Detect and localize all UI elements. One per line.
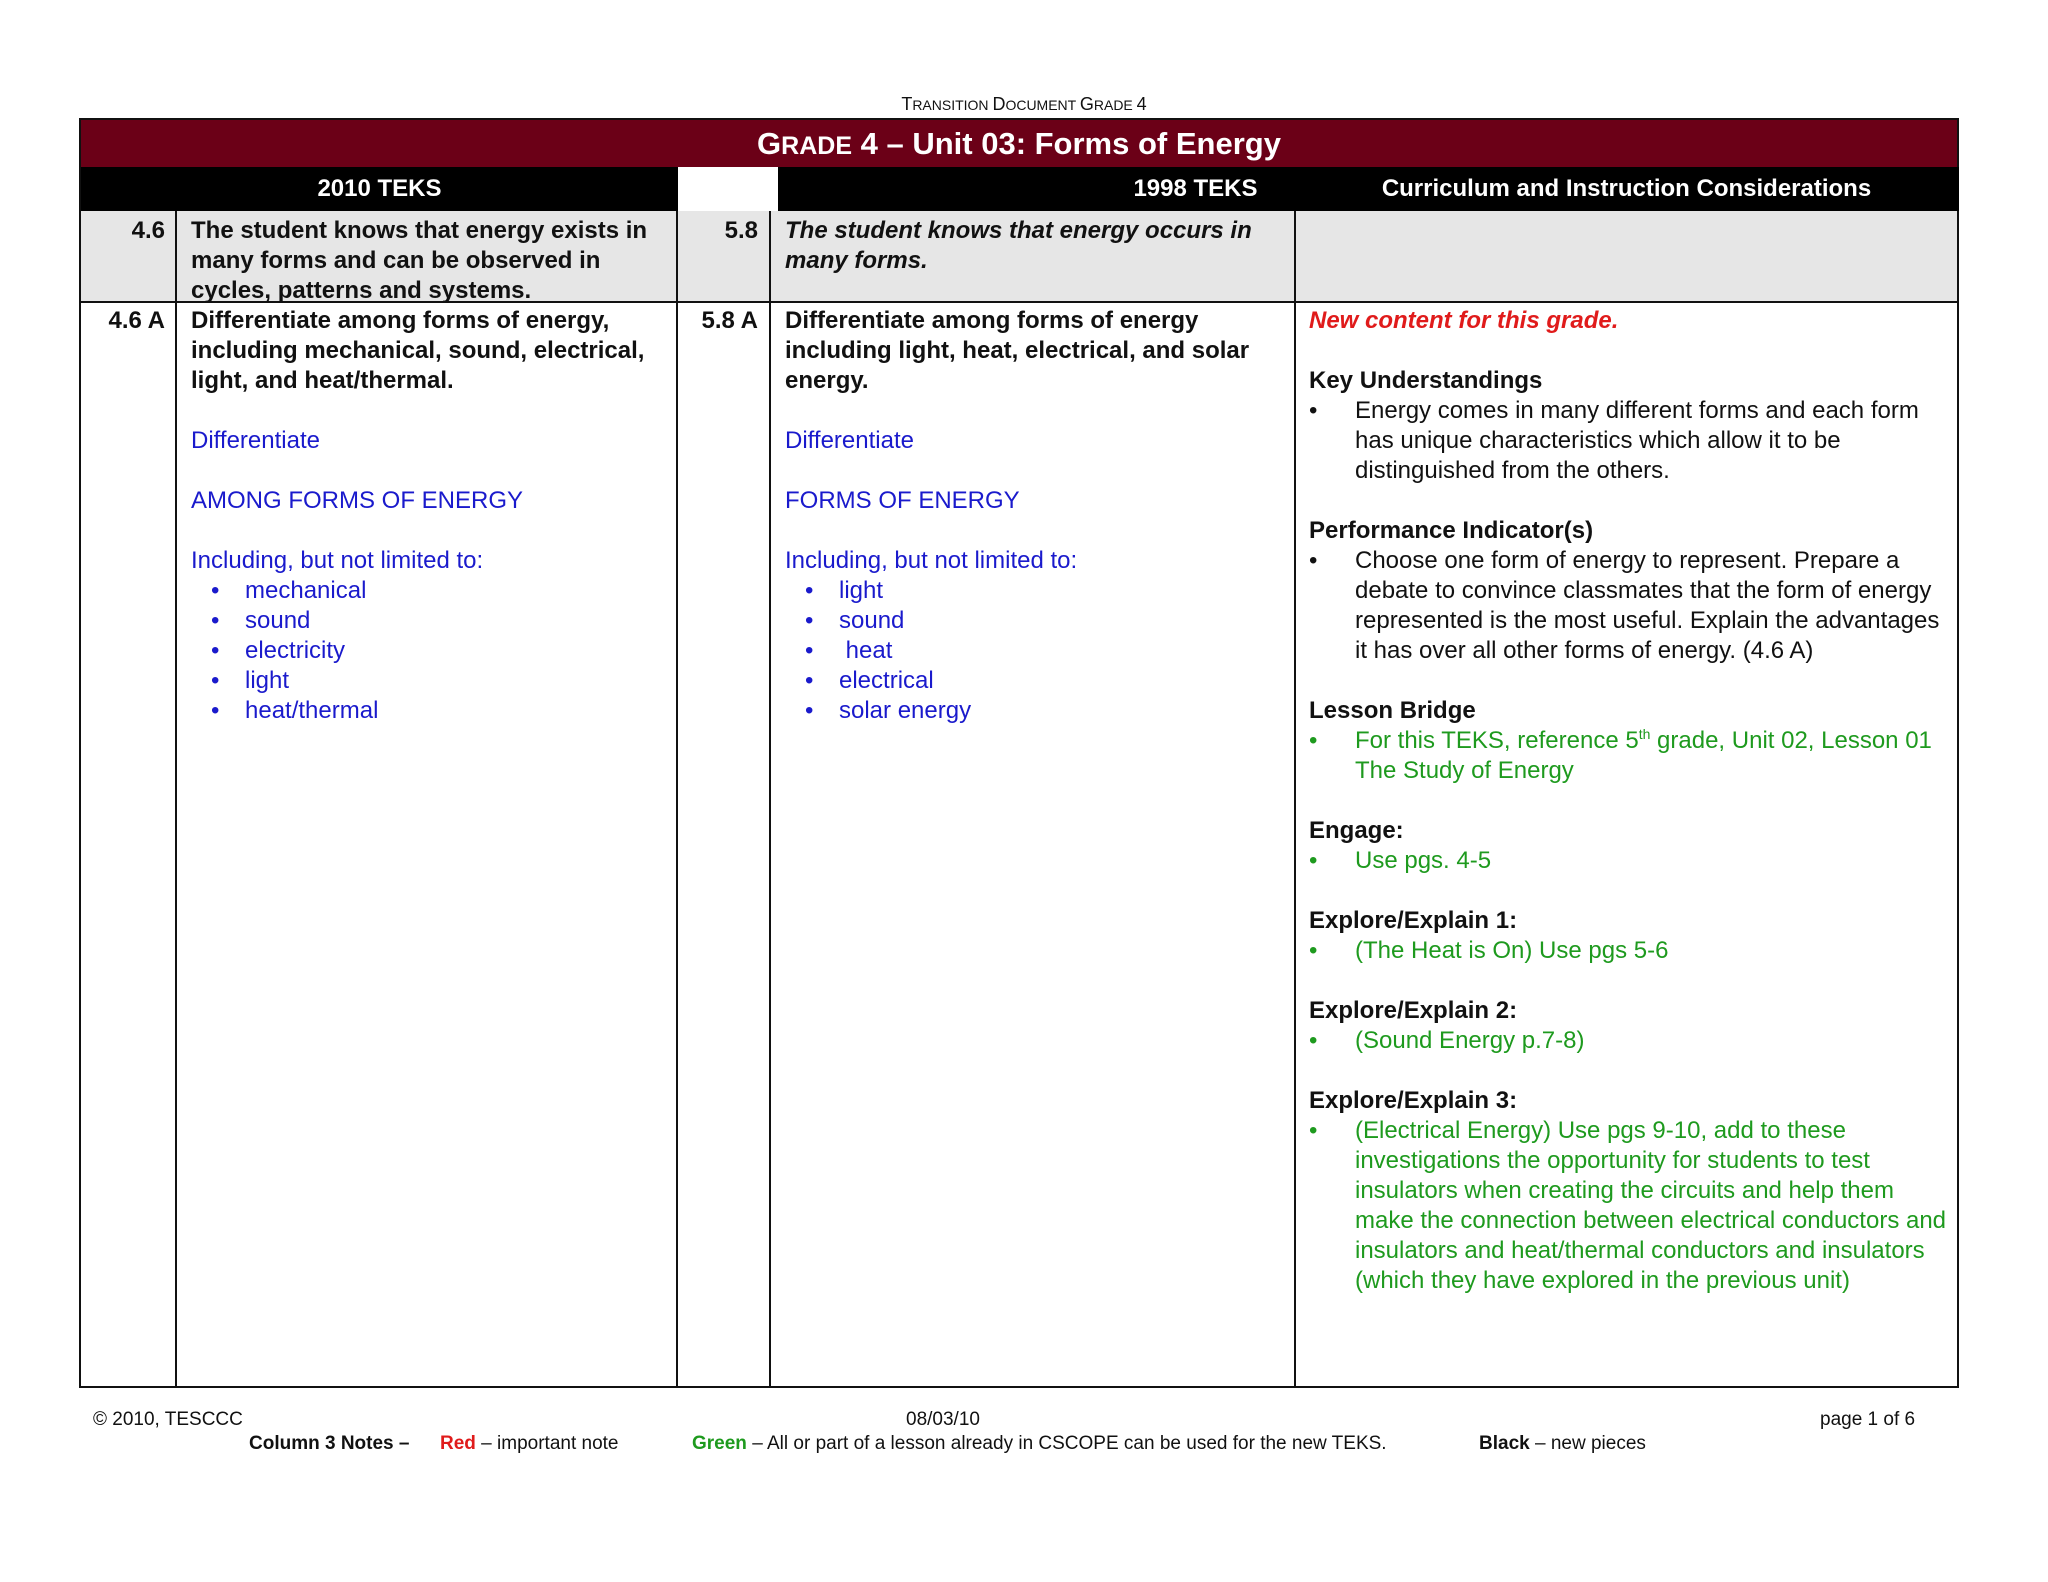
column-divider bbox=[1294, 211, 1296, 1386]
expectation-noun: AMONG FORMS OF ENERGY bbox=[191, 487, 524, 514]
lesson-bridge-heading: Lesson Bridge bbox=[1309, 697, 1476, 724]
standard-number-1998: 5.8 bbox=[724, 217, 758, 244]
list-item: • electrical bbox=[785, 666, 1280, 696]
notes-label: Column 3 Notes – bbox=[249, 1433, 410, 1454]
list-item: • sound bbox=[785, 606, 1280, 636]
performance-indicators-heading: Performance Indicator(s) bbox=[1309, 517, 1594, 544]
list-item: • (The Heat is On) Use pgs 5-6 bbox=[1309, 936, 1954, 966]
legend-green: Green – All or part of a lesson already in CSCOPE can be used for the new TEKS. bbox=[692, 1433, 1387, 1454]
column-divider bbox=[676, 211, 678, 1386]
legend-red: Red – important note bbox=[440, 1433, 619, 1454]
legend-black: Black – new pieces bbox=[1479, 1433, 1646, 1454]
including-label: Including, but not limited to: bbox=[785, 547, 1078, 574]
column-divider bbox=[175, 211, 177, 1386]
expectation-verb: Differentiate bbox=[785, 427, 914, 454]
standard-text-2010: The student knows that energy exists in many forms and can be observed in cycles, patterns and systems. bbox=[191, 217, 648, 304]
list-item: • heat/thermal bbox=[191, 696, 671, 726]
list-item: • Use pgs. 4-5 bbox=[1309, 846, 1954, 876]
expectation-title: Differentiate among forms of energy, including mechanical, sound, electrical, light, and heat/thermal. bbox=[191, 307, 645, 394]
explore-explain-3-heading: Explore/Explain 3: bbox=[1309, 1087, 1518, 1114]
list-item: • Choose one form of energy to represent. Prepare a debate to convince classmates that the form of energy represented is the most useful. Explain the advantages it has over all other forms of energy. (4.6 A) bbox=[1309, 546, 1954, 666]
list-item: • solar energy bbox=[785, 696, 1280, 726]
expectation-2010 bbox=[191, 306, 671, 726]
list-item: • electricity bbox=[191, 636, 671, 666]
column-header-considerations: Curriculum and Instruction Considerations bbox=[1294, 167, 1959, 211]
column-divider bbox=[769, 211, 771, 1386]
document-header: TRANSITION DOCUMENT GRADE 4 bbox=[901, 94, 1147, 114]
explore-explain-2-heading: Explore/Explain 2: bbox=[1309, 997, 1518, 1024]
list-item: • sound bbox=[191, 606, 671, 636]
list-item: • light bbox=[785, 576, 1280, 606]
expectation-noun: FORMS OF ENERGY bbox=[785, 487, 1020, 514]
new-content-note: New content for this grade. bbox=[1309, 307, 1619, 334]
teks-table bbox=[79, 118, 1959, 1388]
expectation-number-2010: 4.6 A bbox=[108, 307, 165, 334]
including-label: Including, but not limited to: bbox=[191, 547, 484, 574]
list-item: • (Sound Energy p.7-8) bbox=[1309, 1026, 1954, 1056]
forms-list-2010 bbox=[191, 576, 671, 726]
forms-list-1998 bbox=[785, 576, 1280, 726]
expectation-1998 bbox=[785, 306, 1280, 726]
explore-explain-1-heading: Explore/Explain 1: bbox=[1309, 907, 1518, 934]
copyright: © 2010, TESCCC bbox=[93, 1409, 243, 1430]
expectation-number-1998: 5.8 A bbox=[701, 307, 758, 334]
list-item: • Energy comes in many different forms and each form has unique characteristics which allow it to be distinguished from the others. bbox=[1309, 396, 1954, 486]
standard-text-1998: The student knows that energy occurs in many forms. bbox=[785, 217, 1252, 274]
considerations bbox=[1309, 306, 1954, 1296]
list-item: • light bbox=[191, 666, 671, 696]
expectation-verb: Differentiate bbox=[191, 427, 320, 454]
document-date: 08/03/10 bbox=[906, 1409, 980, 1430]
list-item: • heat bbox=[785, 636, 1280, 666]
expectation-title: Differentiate among forms of energy including light, heat, electrical, and solar energy. bbox=[785, 307, 1250, 394]
standard-number-2010: 4.6 bbox=[131, 217, 165, 244]
column-header-2010-teks: 2010 TEKS bbox=[81, 167, 678, 211]
page-number: page 1 of 6 bbox=[1820, 1409, 1916, 1430]
list-item: • (Electrical Energy) Use pgs 9-10, add to these investigations the opportunity for students to test insulators when creating the circuits and help them make the connection between electrical conductors and insulators and heat/thermal conductors and insulators (which they have explored in the previous unit) bbox=[1309, 1116, 1954, 1296]
engage-heading: Engage: bbox=[1309, 817, 1404, 844]
list-item: • For this TEKS, reference 5th grade, Unit 02, Lesson 01 The Study of Energy bbox=[1309, 726, 1954, 786]
column-header-1998-teks: 1998 TEKS bbox=[778, 167, 1613, 211]
list-item: • mechanical bbox=[191, 576, 671, 606]
key-understandings-heading: Key Understandings bbox=[1309, 367, 1543, 394]
unit-title: GRADE 4 – Unit 03: Forms of Energy bbox=[81, 120, 1957, 167]
